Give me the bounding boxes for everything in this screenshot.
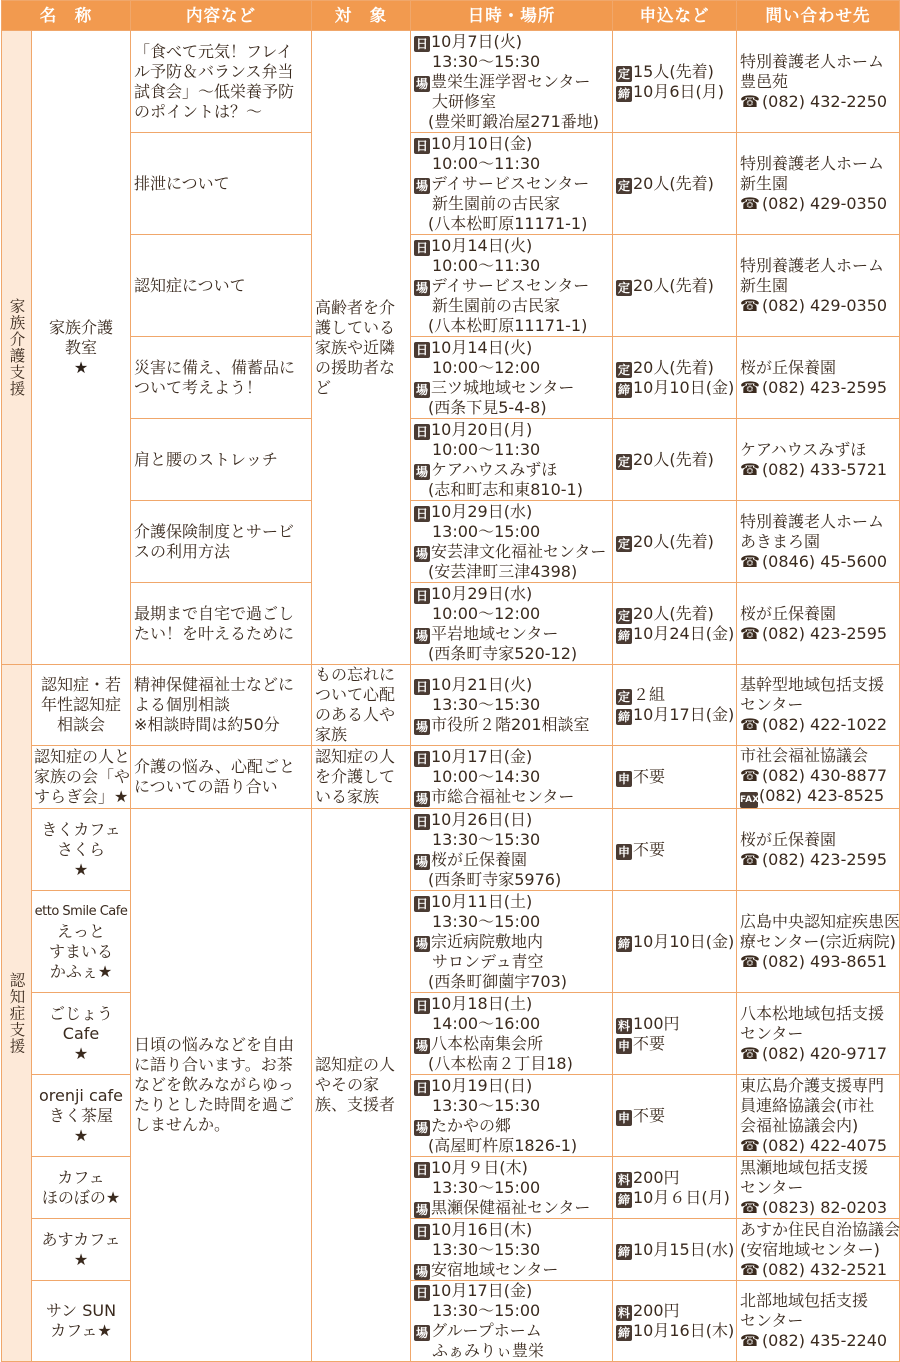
phone-number: ☎ (082) 432-2250 xyxy=(740,92,896,112)
event-datetime: 日 10月29日(水) 10:00〜12:00 場 平岩地域センター (西条町寺家520-12) xyxy=(411,583,613,665)
event-contact: 特別養護老人ホーム 豊邑苑 ☎ (082) 432-2250 xyxy=(737,31,900,133)
header-datetime: 日時・場所 xyxy=(411,1,613,31)
event-datetime: 日 10月20日(月) 10:00〜11:30 場 ケアハウスみずほ (志和町志和東810-1) xyxy=(411,419,613,501)
event-apply: 申 不要 xyxy=(613,1075,737,1157)
event-apply: 定 20人(先着) 締 10月10日(金) xyxy=(613,337,737,419)
table-row xyxy=(2,809,900,891)
event-apply: 料 200円 締 10月16日(木) xyxy=(613,1281,737,1362)
table-header-row xyxy=(2,1,900,31)
event-datetime: 日 10月21日(火) 13:30〜15:30 場 市役所２階201相談室 xyxy=(411,665,613,746)
event-contact: 特別養護老人ホーム 新生園 ☎ (082) 429-0350 xyxy=(737,133,900,235)
phone-number: ☎ (082) 493-8651 xyxy=(740,952,896,972)
event-name: 家族介護 教室 ★ xyxy=(32,31,131,665)
event-content: 肩と腰のストレッチ xyxy=(131,419,312,501)
event-contact: 特別養護老人ホーム あきまろ園 ☎ (0846) 45-5600 xyxy=(737,501,900,583)
phone-number: ☎ (082) 432-2521 xyxy=(740,1260,896,1280)
cap-mark: 定 xyxy=(617,66,630,81)
event-datetime: 日 10月17日(金) 13:30〜15:00 場 グループホーム ふぁみりぃ豊栄 xyxy=(411,1281,613,1362)
event-datetime: 日 10月19日(日) 13:30〜15:30 場 たかやの郷 (高屋町杵原1826-1) xyxy=(411,1075,613,1157)
event-name: orenji cafe きく茶屋 ★ xyxy=(32,1075,131,1157)
event-apply: 申 不要 xyxy=(613,809,737,891)
event-contact: ケアハウスみずほ ☎ (082) 433-5721 xyxy=(737,419,900,501)
phone-number: ☎ (082) 423-2595 xyxy=(740,624,896,644)
phone-number: ☎ (082) 422-4075 xyxy=(740,1136,896,1156)
event-name: きくカフェ さくら ★ xyxy=(32,809,131,891)
event-apply: 定 20人(先着) xyxy=(613,235,737,337)
event-datetime: 日 10月16日(木) 13:30〜15:30 場 安宿地域センター xyxy=(411,1219,613,1281)
deadline-mark: 締 xyxy=(617,86,630,101)
event-contact: 東広島介護支援専門 員連絡協議会(市社 会福祉協議会内) ☎ (082) 422-4075 xyxy=(737,1075,900,1157)
event-contact: あすか住民自治協議会 (安宿地域センター) ☎ (082) 432-2521 xyxy=(737,1219,900,1281)
event-apply: 締 10月10日(金) xyxy=(613,891,737,993)
event-content: 日頃の悩みなどを自由に語り合います。お茶などを飲みながらゆったりとした時間を過ごしませんか。 xyxy=(131,809,312,1362)
event-apply: 料 100円 申 不要 xyxy=(613,993,737,1075)
event-contact: 北部地域包括支援 センター ☎ (082) 435-2240 xyxy=(737,1281,900,1362)
table-row xyxy=(2,746,900,809)
event-name: 認知症の人と 家族の会「や すらぎ会」★ xyxy=(32,746,131,809)
event-datetime: 日 10月17日(金) 10:00〜14:30 場 市総合福祉センター xyxy=(411,746,613,809)
event-name: etto Smile Cafe えっと すまいる かふぇ★ xyxy=(32,891,131,993)
table-row xyxy=(2,337,900,419)
phone-number: ☎ (0823) 82-0203 xyxy=(740,1198,896,1218)
phone-number: ☎ (082) 429-0350 xyxy=(740,194,896,214)
event-apply: 申 不要 xyxy=(613,746,737,809)
table-row xyxy=(2,583,900,665)
event-datetime: 日 10月7日(火) 13:30〜15:30 場 豊栄生涯学習センター 大研修室 (豊栄町鍛冶屋271番地) xyxy=(411,31,613,133)
event-apply: 定 ２組 締 10月17日(金) xyxy=(613,665,737,746)
event-table xyxy=(1,0,900,1362)
table-row xyxy=(2,133,900,235)
phone-number: ☎ (082) 420-9717 xyxy=(740,1044,896,1064)
event-content: 認知症について xyxy=(131,235,312,337)
event-contact: 市社会福祉協議会 ☎ (082) 430-8877 FAX(082) 423-8525 xyxy=(737,746,900,809)
event-datetime: 日 10月26日(日) 13:30〜15:30 場 桜が丘保養園 (西条町寺家5976) xyxy=(411,809,613,891)
event-target: もの忘れについて心配のある人や家族 xyxy=(312,665,411,746)
event-name: カフェ ほのぼの★ xyxy=(32,1157,131,1219)
event-target: 認知症の人やその家族、支援者 xyxy=(312,809,411,1362)
event-content: 介護保険制度とサービスの利用方法 xyxy=(131,501,312,583)
event-contact: 黒瀬地域包括支援 センター ☎ (0823) 82-0203 xyxy=(737,1157,900,1219)
event-datetime: 日 10月14日(火) 10:00〜12:00 場 三ツ城地域センター (西条下見5-4-8) xyxy=(411,337,613,419)
event-name: あすカフェ ★ xyxy=(32,1219,131,1281)
phone-number: ☎ (082) 422-1022 xyxy=(740,715,896,735)
fax-mark: FAX xyxy=(740,792,758,808)
event-datetime: 日 10月９日(木) 13:30〜15:00 場 黒瀬保健福祉センター xyxy=(411,1157,613,1219)
event-contact: 桜が丘保養園 ☎ (082) 423-2595 xyxy=(737,583,900,665)
event-apply: 定 20人(先着) xyxy=(613,501,737,583)
event-content: 排泄について xyxy=(131,133,312,235)
event-apply: 締 10月15日(水) xyxy=(613,1219,737,1281)
event-content: 災害に備え、備蓄品について考えよう！ xyxy=(131,337,312,419)
event-apply: 定 15人(先着) 締 10月6日(月) xyxy=(613,31,737,133)
header-name: 名 称 xyxy=(2,1,131,31)
event-datetime: 日 10月14日(火) 10:00〜11:30 場 デイサービスセンター 新生園前の古民家 (八本松町原11171-1) xyxy=(411,235,613,337)
table-row xyxy=(2,665,900,746)
event-content: 「食べて元気！フレイル予防＆バランス弁当試食会」〜低栄養予防のポイントは？〜 xyxy=(131,31,312,133)
phone-number: ☎ (082) 433-5721 xyxy=(740,460,896,480)
event-name: ごじょう Cafe ★ xyxy=(32,993,131,1075)
header-target: 対 象 xyxy=(312,1,411,31)
event-contact: 基幹型地域包括支援 センター ☎ (082) 422-1022 xyxy=(737,665,900,746)
event-target: 認知症の人を介護している家族 xyxy=(312,746,411,809)
phone-number: ☎ (0846) 45-5600 xyxy=(740,552,896,572)
event-content: 精神保健福祉士などに よる個別相談 ※相談時間は約50分 xyxy=(131,665,312,746)
place-mark: 場 xyxy=(415,76,428,91)
event-content: 介護の悩み、心配ごとについての語り合い xyxy=(131,746,312,809)
phone-number: ☎ (082) 429-0350 xyxy=(740,296,896,316)
table-row xyxy=(2,501,900,583)
event-apply: 定 20人(先着) 締 10月24日(金) xyxy=(613,583,737,665)
fax-number: (082) 423-8525 xyxy=(759,786,885,805)
event-contact: 特別養護老人ホーム 新生園 ☎ (082) 429-0350 xyxy=(737,235,900,337)
event-datetime: 日 10月29日(水) 13:00〜15:00 場 安芸津文化福祉センター (安芸津町三津4398) xyxy=(411,501,613,583)
event-apply: 定 20人(先着) xyxy=(613,133,737,235)
event-contact: 桜が丘保養園 ☎ (082) 423-2595 xyxy=(737,337,900,419)
event-apply: 定 20人(先着) xyxy=(613,419,737,501)
header-apply: 申込など xyxy=(613,1,737,31)
event-datetime: 日 10月18日(土) 14:00〜16:00 場 八本松南集会所 (八本松南２丁目18) xyxy=(411,993,613,1075)
event-name: 認知症・若 年性認知症 相談会 xyxy=(32,665,131,746)
category-family-care: 家族介護支援 xyxy=(2,31,32,665)
event-contact: 桜が丘保養園 ☎ (082) 423-2595 xyxy=(737,809,900,891)
category-dementia-support: 認知症支援 xyxy=(2,665,32,1362)
event-contact: 広島中央認知症疾患医 療センター(宗近病院) ☎ (082) 493-8651 xyxy=(737,891,900,993)
event-name: サン SUN カフェ★ xyxy=(32,1281,131,1362)
event-apply: 料 200円 締 10月６日(月) xyxy=(613,1157,737,1219)
table-row xyxy=(2,419,900,501)
table-row xyxy=(2,31,900,133)
event-datetime: 日 10月10日(金) 10:00〜11:30 場 デイサービスセンター 新生園前の古民家 (八本松町原11171-1) xyxy=(411,133,613,235)
event-content: 最期まで自宅で過ごしたい！を叶えるために xyxy=(131,583,312,665)
day-mark: 日 xyxy=(415,36,428,51)
phone-number: ☎ (082) 423-2595 xyxy=(740,850,896,870)
event-target: 高齢者を介護している家族や近隣の援助者など xyxy=(312,31,411,665)
event-contact: 八本松地域包括支援 センター ☎ (082) 420-9717 xyxy=(737,993,900,1075)
header-content: 内容など xyxy=(131,1,312,31)
phone-number: ☎ (082) 430-8877 xyxy=(740,766,896,786)
header-contact: 問い合わせ先 xyxy=(737,1,900,31)
phone-number: ☎ (082) 435-2240 xyxy=(740,1331,896,1351)
phone-number: ☎ (082) 423-2595 xyxy=(740,378,896,398)
table-row xyxy=(2,235,900,337)
event-datetime: 日 10月11日(土) 13:30〜15:00 場 宗近病院敷地内 サロンデュ青空 (西条町御薗宇703) xyxy=(411,891,613,993)
